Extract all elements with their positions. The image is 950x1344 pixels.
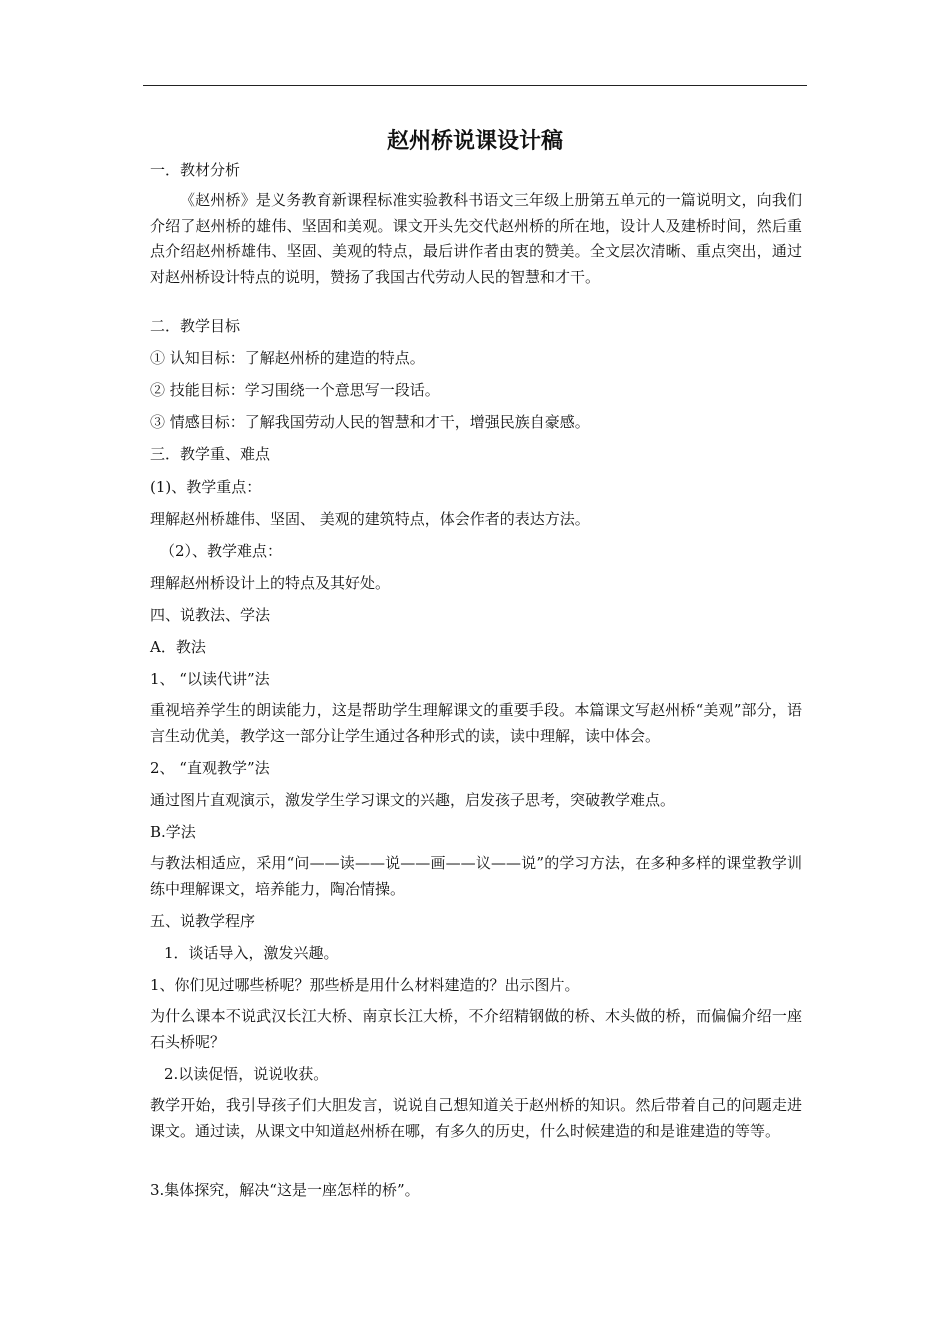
section-heading-3: 三．教学重、难点 bbox=[150, 445, 271, 463]
goal-emotion: ③ 情感目标：了解我国劳动人民的智慧和才干，增强民族自豪感。 bbox=[150, 413, 590, 431]
section-heading-5: 五、说教学程序 bbox=[150, 912, 256, 930]
step-1-heading: 1．谈话导入，激发兴趣。 bbox=[164, 944, 339, 962]
step-2-text: 教学开始，我引导孩子们大胆发言，说说自己想知道关于赵州桥的知识。然后带着自己的问题走进课文。通过读，从课文中知道赵州桥在哪，有多久的历史，什么时候建造的和是谁建造的等等。 bbox=[150, 1096, 802, 1140]
section-heading-4: 四、说教法、学法 bbox=[150, 606, 271, 624]
goal-cognitive: ① 认知目标：了解赵州桥的建造的特点。 bbox=[150, 349, 425, 367]
goal-skill: ② 技能目标：学习围绕一个意思写一段话。 bbox=[150, 381, 440, 399]
header-rule bbox=[143, 85, 807, 86]
method-2-label: 2、 “直观教学”法 bbox=[150, 759, 270, 777]
difficulty-label: （2）、教学难点： bbox=[160, 542, 283, 560]
method-1-text: 重视培养学生的朗读能力，这是帮助学生理解课文的重要手段。本篇课文写赵州桥“美观”部分，语言生动优美，教学这一部分让学生通过各种形式的读，读中理解，读中体会。 bbox=[150, 701, 802, 745]
page-title: 赵州桥说课设计稿 bbox=[386, 129, 563, 154]
teaching-method-label: A．教法 bbox=[150, 638, 206, 656]
section-heading-1: 一．教材分析 bbox=[150, 161, 241, 179]
method-1-label: 1、 “以读代讲”法 bbox=[150, 670, 270, 688]
method-2-text: 通过图片直观演示，激发学生学习课文的兴趣，启发孩子思考，突破教学难点。 bbox=[150, 791, 676, 809]
learning-method-label: B.学法 bbox=[150, 823, 196, 841]
section-1-paragraph: 《赵州桥》是义务教育新课程标准实验教科书语文三年级上册第五单元的一篇说明文，向我们介绍了赵州桥的雄伟、坚固和美观。课文开头先交代赵州桥的所在地，设计人及建桥时间，然后重点介绍赵州桥雄伟、坚固、美观的特点，最后讲作者由衷的赞美。全文层次清晰、重点突出，通过对赵州桥设计特点的说明，赞扬了我国古代劳动人民的智慧和才干。 bbox=[150, 191, 802, 286]
difficulty-text: 理解赵州桥设计上的特点及其好处。 bbox=[150, 574, 391, 592]
step-2-heading: 2.以读促悟，说说收获。 bbox=[164, 1065, 329, 1083]
key-point-label: (1)、教学重点： bbox=[150, 478, 262, 496]
step-1-question: 1、你们见过哪些桥呢？那些桥是用什么材料建造的？出示图片。 bbox=[150, 976, 580, 994]
section-heading-2: 二．教学目标 bbox=[150, 317, 241, 335]
step-1-text: 为什么课本不说武汉长江大桥、南京长江大桥，不介绍精钢做的桥、木头做的桥，而偏偏介绍一座石头桥呢？ bbox=[150, 1007, 802, 1051]
learning-method-text: 与教法相适应，采用“问——读——说——画——议——说”的学习方法，在多种多样的课堂教学训练中理解课文，培养能力，陶冶情操。 bbox=[150, 854, 802, 898]
step-3-heading: 3.集体探究，解决“这是一座怎样的桥”。 bbox=[150, 1181, 420, 1199]
key-point-text: 理解赵州桥雄伟、坚固、 美观的建筑特点，体会作者的表达方法。 bbox=[150, 510, 590, 528]
